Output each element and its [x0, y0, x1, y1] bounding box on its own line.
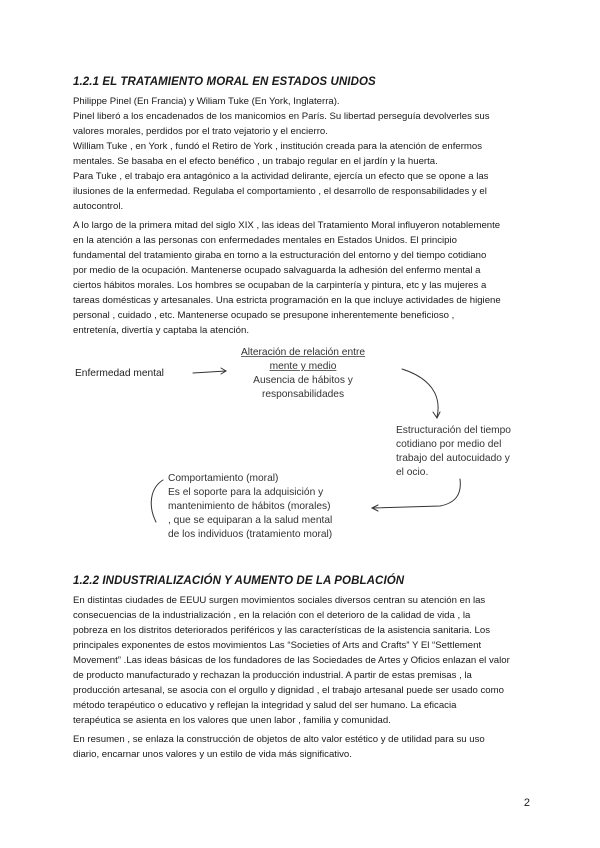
diagram-node-enfermedad-mental: Enfermedad mental: [75, 368, 164, 379]
diagram-node-line: Alteración de relación entre: [240, 347, 366, 358]
arrow-2-head: [433, 412, 440, 418]
diagram-node-estructuracion: [396, 424, 511, 480]
paragraph-line: por medio de la ocupación. Mantenerse ocupado salvaguarda la adhesión del enfermo mental a: [73, 265, 481, 276]
arrow-2: [402, 369, 438, 417]
section-heading-industrializacion: 1.2.2 INDUSTRIALIZACIÓN Y AUMENTO DE LA POBLACIÓN: [73, 575, 405, 587]
paragraph-line: William Tuke , en York , fundó el Retiro de York , institución creada para la atención de enfermos: [73, 141, 483, 152]
diagram-node-line: Comportamiento (moral): [168, 473, 279, 484]
diagram-node-line: Es el soporte para la adquisición y: [168, 487, 324, 498]
page-number: 2: [523, 797, 530, 809]
diagram-node-line: Estructuración del tiempo: [396, 425, 511, 436]
diagram-node-line: cotidiano por medio del: [396, 439, 502, 450]
paragraph-line: A lo largo de la primera mitad del siglo XIX , las ideas del Tratamiento Moral influyeron notablemente: [73, 220, 501, 231]
paragraph-line: producción artesanal, se asocia con el orgullo y dignidad , el trabajo artesanal puede ser usado como: [73, 685, 504, 696]
paragraph-line: valores morales, perdidos por el trato vejatorio y el encierro.: [73, 126, 328, 137]
diagram-node-line: Ausencia de hábitos y: [253, 375, 353, 386]
paragraph-line: diario, encarnar unos valores y un estilo de vida más significativo.: [73, 749, 352, 760]
paragraph-line: principales exponentes de estos movimientos Las “Societies of Arts and Crafts” Y El “Settlement: [73, 640, 482, 651]
diagram-node-line: de los individuos (tratamiento moral): [168, 529, 333, 540]
diagram-node-line: mente y medio: [269, 361, 337, 372]
paragraph-line: autocontrol.: [73, 201, 124, 212]
diagram-node-comportamiento: [168, 472, 332, 542]
diagram-node-line: el ocio.: [396, 467, 429, 478]
paragraph-line: mentales. Se basaba en el efecto benéfico , un trabajo regular en el jardín y la huerta.: [73, 156, 438, 167]
paragraph-line: tareas domésticas y artesanales. Una estricta programación en la que incluye actividades de higiene: [73, 295, 501, 306]
paragraph-line: entretenía, divertía y captaba la atención.: [73, 325, 249, 336]
arrow-1-head: [221, 368, 226, 374]
paragraph-line: ilusiones de la enfermedad. Regulaba el comportamiento , el desarrollo de responsabilidades y el: [73, 186, 487, 197]
paragraph-line: personal , cuidado , etc. Mantenerse ocupado se presupone inherentemente beneficioso ,: [73, 310, 455, 321]
arrow-1: [193, 371, 226, 373]
arrow-4: [151, 480, 163, 522]
paragraph-line: En distintas ciudades de EEUU surgen movimientos sociales diversos centran su atención en las: [73, 595, 486, 606]
arrow-3: [373, 479, 460, 508]
paragraph-line: Movement” .Las ideas básicas de los fundadores de las Sociedades de Artes y Oficios enlazan el valor: [73, 655, 510, 666]
paragraph-line: fundamental del tratamiento giraba en torno a la estructuración del entorno y del tiempo cotidiano: [73, 250, 487, 261]
diagram-node-line: trabajo del autocuidado y: [396, 453, 510, 464]
diagram-node-line: mantenimiento de hábitos (morales): [168, 501, 331, 512]
paragraph-line: terapéutica se asienta en los valores que unen labor , familia y comunidad.: [73, 715, 391, 726]
diagram-node-line: , que se equiparan a la salud mental: [168, 515, 333, 526]
paragraph-line: Philippe Pinel (En Francia) y Wiliam Tuke (En York, Inglaterra).: [73, 96, 340, 107]
paragraph-line: Pinel liberó a los encadenados de los manicomios en París. Su libertad perseguía devolverles sus: [73, 111, 490, 122]
paragraph-line: pobreza en los distritos deteriorados periféricos y las características de la asistencia sanitaria. Los: [73, 625, 490, 636]
paragraph-line: Para Tuke , el trabajo era antagónico a la actividad delirante, ejercía un efecto que se opone a las: [73, 171, 489, 182]
diagram-node-line: responsabilidades: [261, 389, 345, 400]
arrow-3-head: [372, 505, 378, 511]
paragraph-line: en la atención a las personas con enfermedades mentales en Estados Unidos. El principio: [73, 235, 457, 246]
diagram-node-alteracion: [228, 346, 378, 402]
paragraph-line: método terapéutico o educativo y reflejan la integridad y salud del ser humano. La eficacia: [73, 700, 457, 711]
paragraph-line: ciertos hábitos morales. Los hombres se ocupaban de la carpintería y pintura, etc y las mujeres a: [73, 280, 487, 291]
paragraph-line: En resumen , se enlaza la construcción de objetos de alto valor estético y de utilidad para su uso: [73, 734, 485, 745]
paragraph-line: de producto manufacturado y rechazan la producción industrial. A partir de estas premisas , la: [73, 670, 472, 681]
paragraph-line: consecuencias de la industrialización , en la relación con el deterioro de la calidad de vida , la: [73, 610, 471, 621]
section-heading-tratamiento-moral: 1.2.1 EL TRATAMIENTO MORAL EN ESTADOS UNIDOS: [73, 76, 376, 88]
